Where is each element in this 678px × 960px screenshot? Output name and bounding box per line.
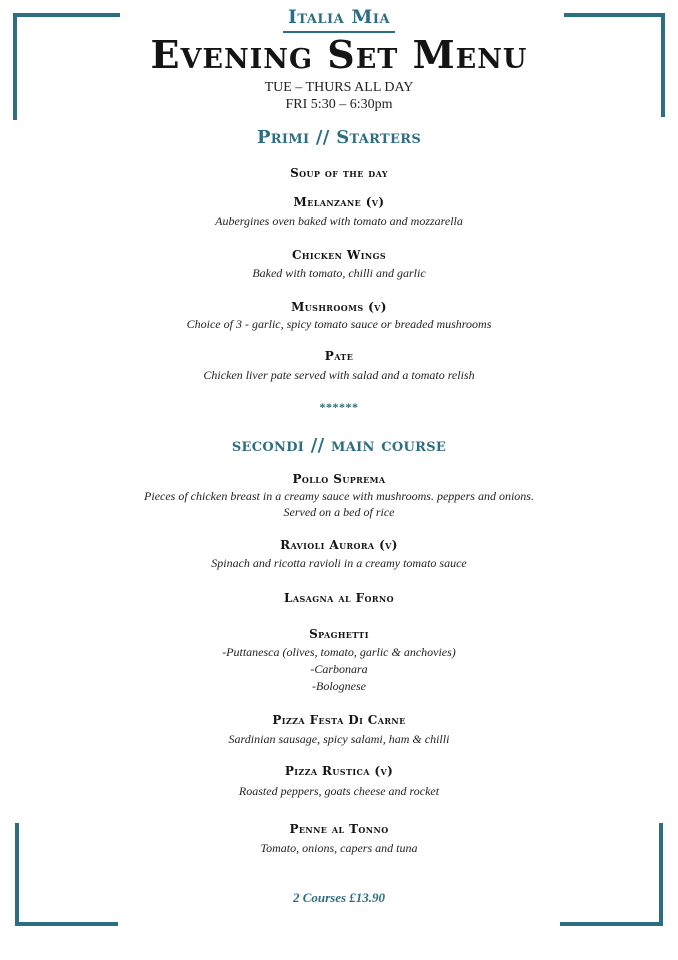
- dish-description: Baked with tomato, chilli and garlic: [252, 266, 426, 280]
- dish-description: Pieces of chicken breast in a creamy sauce with mushrooms. peppers and onions.: [144, 489, 534, 503]
- corner-frame-bottom-left: [15, 922, 118, 926]
- dish-description: Roasted peppers, goats cheese and rocket: [238, 784, 440, 798]
- dish-name: Ravioli Aurora (v): [280, 538, 398, 552]
- restaurant-brand: Italia Mia: [287, 6, 391, 28]
- dish-name: Pate: [324, 349, 354, 363]
- corner-frame-bottom-right: [560, 922, 663, 926]
- dish-description: Served on a bed of rice: [283, 505, 395, 519]
- dish-name: Lasagna al Forno: [284, 591, 394, 605]
- dish-description: Tomato, onions, capers and tuna: [260, 841, 418, 855]
- corner-frame-bottom-right: [659, 823, 663, 926]
- dish-name: Pollo Suprema: [292, 472, 386, 486]
- hours-line: TUE – THURS ALL DAY: [264, 80, 414, 95]
- dish-name: Spaghetti: [309, 627, 369, 641]
- dish-description: Aubergines oven baked with tomato and mozzarella: [215, 214, 463, 228]
- dish-description: -Carbonara: [310, 662, 368, 676]
- section-separator: ******: [319, 400, 359, 414]
- dish-name: Melanzane (v): [293, 195, 385, 209]
- dish-description: Choice of 3 - garlic, spicy tomato sauce or breaded mushrooms: [186, 317, 492, 331]
- dish-description: -Puttanesca (olives, tomato, garlic & anchovies): [222, 645, 456, 659]
- dish-name: Soup of the day: [290, 166, 388, 180]
- dish-name: Chicken Wings: [291, 248, 387, 262]
- dish-description: Chicken liver pate served with salad and a tomato relish: [203, 368, 475, 382]
- dish-name: Penne al Tonno: [289, 822, 389, 836]
- dish-name: Pizza Rustica (v): [284, 764, 394, 778]
- menu-title: Evening Set Menu: [150, 32, 528, 77]
- dish-name: Mushrooms (v): [291, 300, 387, 314]
- hours-line: FRI 5:30 – 6:30pm: [285, 97, 393, 112]
- dish-description: -Bolognese: [312, 679, 366, 693]
- dish-description: Sardinian sausage, spicy salami, ham & chilli: [228, 732, 450, 746]
- section-heading-mains: secondi // main course: [231, 435, 447, 456]
- section-heading-starters: Primi // Starters: [256, 127, 422, 148]
- dish-name: Pizza Festa Di Carne: [272, 713, 406, 727]
- set-menu-price: 2 Courses £13.90: [292, 890, 386, 905]
- dish-description: Spinach and ricotta ravioli in a creamy tomato sauce: [211, 556, 467, 570]
- corner-frame-bottom-left: [15, 823, 19, 926]
